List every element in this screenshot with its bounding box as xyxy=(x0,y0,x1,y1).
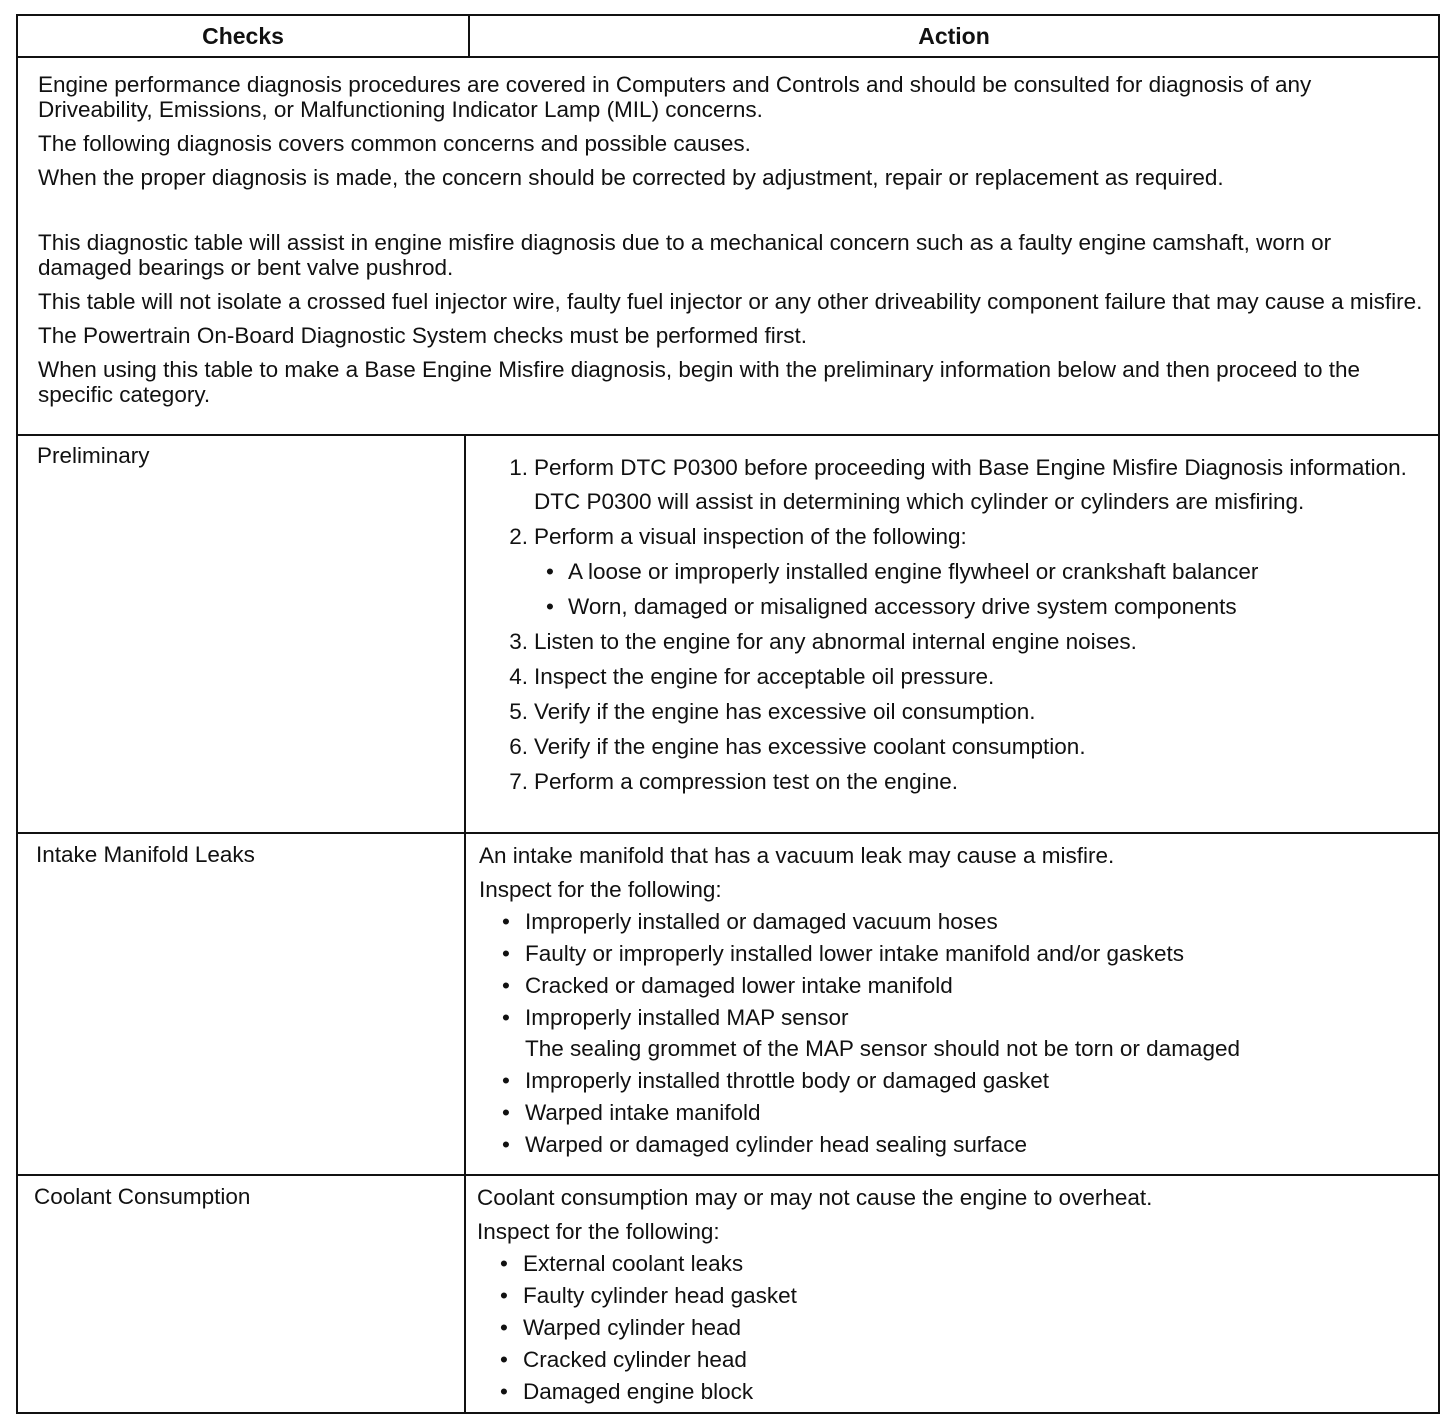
action-coolant-consumption xyxy=(477,1185,1427,1411)
step-number: 4. xyxy=(509,664,528,689)
check-preliminary: Preliminary xyxy=(37,443,150,468)
list-item xyxy=(498,769,1428,794)
list-item xyxy=(479,1100,1429,1125)
step-number: 2. xyxy=(509,524,528,549)
bullet-text: Warped intake manifold xyxy=(525,1100,761,1125)
list-item xyxy=(479,909,1429,934)
bullet-note: The sealing grommet of the MAP sensor should not be torn or damaged xyxy=(525,1036,1240,1061)
step-text: Verify if the engine has excessive coolant consumption. xyxy=(534,734,1086,759)
intro-paragraph: This diagnostic table will assist in engine misfire diagnosis due to a mechanical concern such as a faulty engine camshaft, worn or damaged bearings or bent valve pushrod. xyxy=(38,230,1332,280)
bullet-text: Improperly installed MAP sensor xyxy=(525,1005,849,1030)
bullet-text: Cracked cylinder head xyxy=(523,1347,747,1372)
bullet-icon: • xyxy=(502,973,510,998)
table-row-preliminary xyxy=(18,434,1438,834)
step-number: 6. xyxy=(509,734,528,759)
list-item xyxy=(477,1315,1427,1340)
step-text: Listen to the engine for any abnormal internal engine noises. xyxy=(534,629,1137,654)
intro-paragraph: When using this table to make a Base Engine Misfire diagnosis, begin with the preliminary information below and then proceed to the specific category. xyxy=(38,357,1360,407)
bullet-icon: • xyxy=(500,1283,508,1308)
bullet-text: Damaged engine block xyxy=(523,1379,754,1404)
table-row-intake-manifold xyxy=(18,832,1438,1176)
step-text: Perform a visual inspection of the following: xyxy=(534,524,967,549)
intro-paragraph: This table will not isolate a crossed fuel injector wire, faulty fuel injector or any other driveability component failure that may cause a misfire. xyxy=(38,289,1423,314)
column-divider xyxy=(464,1176,466,1412)
check-intake-manifold: Intake Manifold Leaks xyxy=(36,842,255,867)
list-item xyxy=(498,734,1428,759)
bullet-icon: • xyxy=(546,594,554,619)
list-item xyxy=(498,455,1428,514)
bullet-text: Faulty cylinder head gasket xyxy=(523,1283,797,1308)
step-text: Verify if the engine has excessive oil consumption. xyxy=(534,699,1036,724)
bullet-text: Faulty or improperly installed lower intake manifold and/or gaskets xyxy=(525,941,1185,966)
bullet-list xyxy=(477,1251,1427,1404)
intro-section xyxy=(18,56,1438,436)
table-row-coolant-consumption xyxy=(18,1174,1438,1412)
step-number: 1. xyxy=(509,455,528,480)
bullet-icon: • xyxy=(500,1347,508,1372)
step-number: 5. xyxy=(509,699,528,724)
bullet-text: Warped cylinder head xyxy=(523,1315,742,1340)
bullet-list xyxy=(479,909,1429,1157)
bullet-text: Cracked or damaged lower intake manifold xyxy=(525,973,953,998)
step-number: 3. xyxy=(509,629,528,654)
step-note: DTC P0300 will assist in determining which cylinder or cylinders are misfiring. xyxy=(534,489,1305,514)
list-item xyxy=(477,1283,1427,1308)
bullet-icon: • xyxy=(502,1068,510,1093)
sub-bullet-list xyxy=(534,559,1428,619)
action-preliminary xyxy=(498,455,1428,804)
bullet-icon: • xyxy=(502,1100,510,1125)
column-divider xyxy=(464,436,466,834)
list-item xyxy=(479,1132,1429,1157)
bullet-icon: • xyxy=(502,909,510,934)
inspect-label: Inspect for the following: xyxy=(477,1219,720,1244)
list-item xyxy=(498,664,1428,689)
intro-paragraph: Engine performance diagnosis procedures are covered in Computers and Controls and should be consulted for diagnosis of any Driveability, Emissions, or Malfunctioning Indicator Lamp (MIL) concerns. xyxy=(38,72,1312,122)
bullet-icon: • xyxy=(500,1251,508,1276)
step-list xyxy=(498,455,1428,794)
intro-paragraph: The following diagnosis covers common concerns and possible causes. xyxy=(38,131,751,156)
intro-paragraph: The Powertrain On-Board Diagnostic System checks must be performed first. xyxy=(38,323,808,348)
action-lead-text: Coolant consumption may or may not cause the engine to overheat. xyxy=(477,1185,1153,1210)
check-coolant-consumption: Coolant Consumption xyxy=(34,1184,251,1209)
list-item xyxy=(534,559,1428,584)
bullet-icon: • xyxy=(502,941,510,966)
diagnostic-table xyxy=(16,14,1440,1414)
action-intake-manifold xyxy=(479,843,1429,1164)
column-header-action: Action xyxy=(918,22,990,49)
bullet-text: Worn, damaged or misaligned accessory drive system components xyxy=(568,594,1237,619)
step-text: Inspect the engine for acceptable oil pressure. xyxy=(534,664,995,689)
list-item xyxy=(479,1068,1429,1093)
list-item xyxy=(477,1379,1427,1404)
bullet-text: A loose or improperly installed engine flywheel or crankshaft balancer xyxy=(568,559,1259,584)
bullet-icon: • xyxy=(500,1315,508,1340)
step-text: Perform a compression test on the engine. xyxy=(534,769,958,794)
list-item xyxy=(498,524,1428,619)
list-item xyxy=(534,594,1428,619)
column-header-checks: Checks xyxy=(202,22,284,49)
list-item xyxy=(479,1005,1429,1061)
inspect-label: Inspect for the following: xyxy=(479,877,722,902)
column-divider xyxy=(464,834,466,1176)
list-item xyxy=(477,1251,1427,1276)
step-number: 7. xyxy=(509,769,528,794)
action-lead-text: An intake manifold that has a vacuum leak may cause a misfire. xyxy=(479,843,1115,868)
bullet-icon: • xyxy=(502,1132,510,1157)
list-item xyxy=(498,629,1428,654)
list-item xyxy=(479,973,1429,998)
bullet-text: Improperly installed or damaged vacuum hoses xyxy=(525,909,998,934)
list-item xyxy=(498,699,1428,724)
bullet-icon: • xyxy=(546,559,554,584)
step-text: Perform DTC P0300 before proceeding with Base Engine Misfire Diagnosis information. xyxy=(534,455,1407,480)
intro-paragraph: When the proper diagnosis is made, the concern should be corrected by adjustment, repair or replacement as required. xyxy=(38,165,1224,190)
list-item xyxy=(479,941,1429,966)
bullet-text: External coolant leaks xyxy=(523,1251,744,1276)
bullet-text: Improperly installed throttle body or damaged gasket xyxy=(525,1068,1050,1093)
bullet-icon: • xyxy=(500,1379,508,1404)
list-item xyxy=(477,1347,1427,1372)
bullet-text: Warped or damaged cylinder head sealing surface xyxy=(525,1132,1027,1157)
bullet-icon: • xyxy=(502,1005,510,1030)
